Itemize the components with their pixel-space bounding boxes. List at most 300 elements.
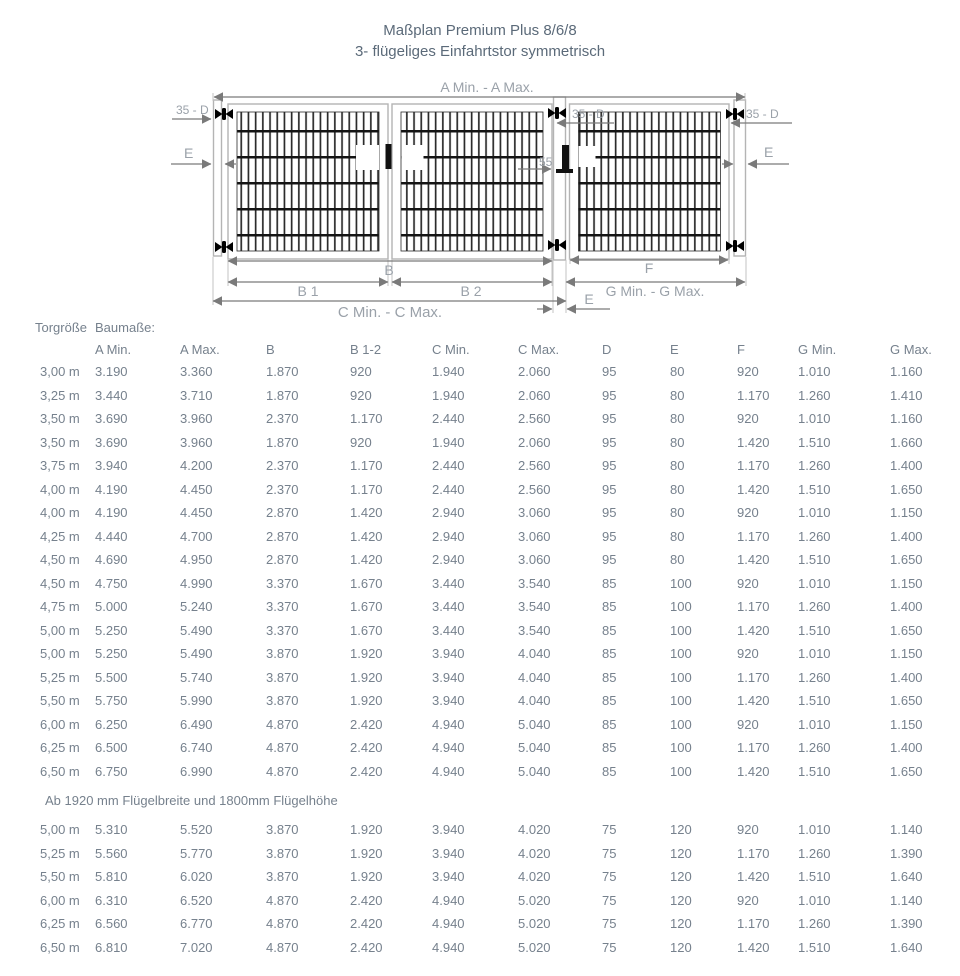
table-cell: 120 bbox=[670, 869, 692, 885]
table-cell: 80 bbox=[670, 364, 685, 380]
table-cell: 2.560 bbox=[518, 458, 551, 474]
table-cell: 4.020 bbox=[518, 845, 551, 861]
table-cell: 100 bbox=[670, 740, 692, 756]
table-cell: 920 bbox=[350, 434, 372, 450]
table-row bbox=[35, 760, 960, 784]
column-header: C Max. bbox=[518, 341, 560, 357]
table-cell: 100 bbox=[670, 646, 692, 662]
table-cell: 3.940 bbox=[432, 822, 465, 838]
table-cell: 85 bbox=[602, 763, 617, 779]
table-cell: 1.670 bbox=[350, 575, 383, 591]
dimension-table-large-wings bbox=[35, 818, 960, 959]
table-cell: 5.490 bbox=[180, 646, 213, 662]
table-cell: 3.370 bbox=[266, 622, 299, 638]
table-cell: 4.450 bbox=[180, 481, 213, 497]
table-cell: 6.310 bbox=[95, 892, 128, 908]
table-cell: 2.420 bbox=[350, 763, 383, 779]
table-cell: 80 bbox=[670, 552, 685, 568]
table-cell: 85 bbox=[602, 716, 617, 732]
table-cell: 920 bbox=[737, 364, 759, 380]
table-cell: 6.810 bbox=[95, 939, 128, 955]
dim-label-e-right: E bbox=[764, 144, 774, 160]
dim-label-f: F bbox=[644, 260, 654, 276]
table-cell: 1.160 bbox=[890, 411, 923, 427]
table-cell: 5,50 m bbox=[40, 693, 80, 709]
dim-label-e-mid: E bbox=[584, 291, 594, 307]
table-cell: 1.170 bbox=[350, 481, 383, 497]
table-cell: 1.140 bbox=[890, 892, 923, 908]
table-row bbox=[35, 842, 960, 866]
table-cell: 1.670 bbox=[350, 599, 383, 615]
table-cell: 2.940 bbox=[432, 505, 465, 521]
table-cell: 2.560 bbox=[518, 481, 551, 497]
table-cell: 3.870 bbox=[266, 869, 299, 885]
table-column-header-row bbox=[35, 338, 960, 360]
table-row bbox=[35, 501, 960, 525]
table-cell: 1.410 bbox=[890, 387, 923, 403]
table-cell: 95 bbox=[602, 505, 617, 521]
table-row bbox=[35, 912, 960, 936]
column-header: D bbox=[602, 341, 612, 357]
table-cell: 100 bbox=[670, 716, 692, 732]
table-cell: 3.940 bbox=[432, 669, 465, 685]
dim-label-c-span: C Min. - C Max. bbox=[337, 304, 443, 321]
table-cell: 1.010 bbox=[798, 646, 831, 662]
table-cell: 4.700 bbox=[180, 528, 213, 544]
post-latch bbox=[562, 145, 569, 170]
table-cell: 120 bbox=[670, 822, 692, 838]
table-cell: 1.920 bbox=[350, 869, 383, 885]
table-cell: 5.250 bbox=[95, 622, 128, 638]
table-cell: 100 bbox=[670, 575, 692, 591]
table-cell: 5.740 bbox=[180, 669, 213, 685]
table-cell: 3,00 m bbox=[40, 364, 80, 380]
table-row bbox=[35, 548, 960, 572]
table-cell: 1.400 bbox=[890, 599, 923, 615]
table-cell: 920 bbox=[737, 892, 759, 908]
table-cell: 2.420 bbox=[350, 716, 383, 732]
table-cell: 2.440 bbox=[432, 481, 465, 497]
dim-label-b: B bbox=[384, 262, 394, 278]
table-cell: 3.940 bbox=[432, 693, 465, 709]
table-cell: 2.060 bbox=[518, 434, 551, 450]
table-cell: 95 bbox=[602, 411, 617, 427]
table-cell: 4,50 m bbox=[40, 552, 80, 568]
table-cell: 6.990 bbox=[180, 763, 213, 779]
table-cell: 3.060 bbox=[518, 552, 551, 568]
table-cell: 4.020 bbox=[518, 822, 551, 838]
table-cell: 5.020 bbox=[518, 892, 551, 908]
table-cell: 920 bbox=[737, 411, 759, 427]
column-header-empty bbox=[35, 338, 95, 360]
table-cell: 1.400 bbox=[890, 458, 923, 474]
table-cell: 1.650 bbox=[890, 763, 923, 779]
table-cell: 80 bbox=[670, 434, 685, 450]
table-cell: 5,00 m bbox=[40, 646, 80, 662]
dimension-table-main bbox=[35, 316, 960, 783]
wing-1-mesh bbox=[237, 112, 379, 251]
table-cell: 4,25 m bbox=[40, 528, 80, 544]
table-cell: 1.640 bbox=[890, 869, 923, 885]
table-cell: 3.360 bbox=[180, 364, 213, 380]
table-cell: 1.420 bbox=[737, 622, 770, 638]
table-cell: 1.400 bbox=[890, 669, 923, 685]
table-cell: 1.170 bbox=[737, 669, 770, 685]
table-cell: 1.260 bbox=[798, 845, 831, 861]
wing-3-mesh bbox=[579, 112, 721, 251]
wing-mesh bbox=[237, 112, 721, 251]
table-cell: 75 bbox=[602, 869, 617, 885]
table-cell: 920 bbox=[350, 364, 372, 380]
table-cell: 100 bbox=[670, 763, 692, 779]
table-cell: 4.040 bbox=[518, 693, 551, 709]
table-cell: 1.920 bbox=[350, 693, 383, 709]
table-cell: 1.420 bbox=[737, 481, 770, 497]
table-row bbox=[35, 454, 960, 478]
table-cell: 5.020 bbox=[518, 939, 551, 955]
table-cell: 3,25 m bbox=[40, 387, 80, 403]
table-cell: 5,00 m bbox=[40, 622, 80, 638]
table-cell: 4.690 bbox=[95, 552, 128, 568]
table-cell: 2.870 bbox=[266, 528, 299, 544]
table-cell: 2.060 bbox=[518, 364, 551, 380]
title-line-1: Maßplan Premium Plus 8/6/8 bbox=[383, 22, 577, 39]
table-cell: 75 bbox=[602, 822, 617, 838]
table-cell: 1.510 bbox=[798, 622, 831, 638]
table-cell: 4,00 m bbox=[40, 505, 80, 521]
table-cell: 3.690 bbox=[95, 434, 128, 450]
table-cell: 6.490 bbox=[180, 716, 213, 732]
table-cell: 85 bbox=[602, 669, 617, 685]
table-cell: 5.560 bbox=[95, 845, 128, 861]
table-cell: 1.170 bbox=[350, 411, 383, 427]
table-cell: 1.160 bbox=[890, 364, 923, 380]
header-torgroesse: Torgröße bbox=[35, 319, 88, 335]
table-cell: 4.440 bbox=[95, 528, 128, 544]
table-cell: 120 bbox=[670, 939, 692, 955]
table-cell: 5.240 bbox=[180, 599, 213, 615]
table-cell: 95 bbox=[602, 434, 617, 450]
table-cell: 95 bbox=[602, 528, 617, 544]
table-cell: 1.170 bbox=[350, 458, 383, 474]
table-cell: 3.960 bbox=[180, 434, 213, 450]
table-cell: 3.370 bbox=[266, 575, 299, 591]
table-row bbox=[35, 360, 960, 384]
wing-2-mesh bbox=[401, 112, 543, 251]
table-cell: 3.940 bbox=[95, 458, 128, 474]
table-cell: 3,50 m bbox=[40, 434, 80, 450]
table-cell: 4.940 bbox=[432, 892, 465, 908]
table-cell: 6.500 bbox=[95, 740, 128, 756]
table-cell: 1.010 bbox=[798, 411, 831, 427]
table-cell: 3.060 bbox=[518, 505, 551, 521]
table-cell: 1.920 bbox=[350, 822, 383, 838]
hinge-icon bbox=[548, 107, 566, 119]
table-row bbox=[35, 736, 960, 760]
table-cell: 1.420 bbox=[737, 939, 770, 955]
table-cell: 1.650 bbox=[890, 622, 923, 638]
table-cell: 2.420 bbox=[350, 892, 383, 908]
table-cell: 1.010 bbox=[798, 716, 831, 732]
table-cell: 80 bbox=[670, 528, 685, 544]
table-cell: 4.190 bbox=[95, 481, 128, 497]
table-note: Ab 1920 mm Flügelbreite und 1800mm Flügelhöhe bbox=[45, 793, 338, 808]
table-cell: 75 bbox=[602, 916, 617, 932]
table-cell: 2.440 bbox=[432, 458, 465, 474]
table-cell: 4.940 bbox=[432, 740, 465, 756]
table-cell: 1.150 bbox=[890, 575, 923, 591]
table-row bbox=[35, 431, 960, 455]
table-cell: 1.170 bbox=[737, 916, 770, 932]
table-cell: 1.420 bbox=[737, 693, 770, 709]
table-cell: 3.870 bbox=[266, 646, 299, 662]
dim-label-hinge-mid: 35 - D bbox=[572, 107, 605, 121]
table-cell: 1.510 bbox=[798, 552, 831, 568]
table-cell: 1.870 bbox=[266, 364, 299, 380]
table-cell: 1.150 bbox=[890, 716, 923, 732]
table-cell: 2.940 bbox=[432, 552, 465, 568]
table-cell: 1.420 bbox=[737, 552, 770, 568]
table-cell: 1.390 bbox=[890, 845, 923, 861]
table-cell: 1.870 bbox=[266, 434, 299, 450]
table-cell: 3.940 bbox=[432, 845, 465, 861]
table-cell: 5,25 m bbox=[40, 845, 80, 861]
table-cell: 1.920 bbox=[350, 845, 383, 861]
table-cell: 1.510 bbox=[798, 939, 831, 955]
table-cell: 3.440 bbox=[432, 575, 465, 591]
table-cell: 4,75 m bbox=[40, 599, 80, 615]
table-cell: 1.420 bbox=[350, 505, 383, 521]
hinge-icon bbox=[215, 108, 233, 120]
latch-foot bbox=[556, 169, 573, 173]
table-cell: 1.510 bbox=[798, 763, 831, 779]
table-cell: 5.750 bbox=[95, 693, 128, 709]
column-header: B bbox=[266, 341, 275, 357]
table-cell: 5.000 bbox=[95, 599, 128, 615]
table-cell: 1.260 bbox=[798, 669, 831, 685]
table-cell: 4.040 bbox=[518, 669, 551, 685]
table-cell: 1.170 bbox=[737, 458, 770, 474]
gate-technical-drawing bbox=[0, 0, 960, 330]
table-cell: 4.870 bbox=[266, 892, 299, 908]
table-cell: 100 bbox=[670, 622, 692, 638]
table-cell: 3.440 bbox=[432, 622, 465, 638]
table-cell: 1.010 bbox=[798, 822, 831, 838]
table-cell: 1.260 bbox=[798, 599, 831, 615]
table-row bbox=[35, 595, 960, 619]
table-cell: 3.540 bbox=[518, 575, 551, 591]
column-header: B 1-2 bbox=[350, 341, 382, 357]
table-cell: 4.940 bbox=[432, 939, 465, 955]
table-cell: 920 bbox=[350, 387, 372, 403]
table-cell: 1.420 bbox=[350, 528, 383, 544]
table-cell: 1.940 bbox=[432, 364, 465, 380]
table-cell: 1.170 bbox=[737, 599, 770, 615]
table-cell: 3.940 bbox=[432, 869, 465, 885]
table-cell: 1.170 bbox=[737, 387, 770, 403]
table-cell: 2.940 bbox=[432, 528, 465, 544]
table-cell: 4.200 bbox=[180, 458, 213, 474]
table-cell: 4.870 bbox=[266, 740, 299, 756]
table-cell: 5.020 bbox=[518, 916, 551, 932]
table-cell: 1.650 bbox=[890, 693, 923, 709]
table-cell: 2.420 bbox=[350, 916, 383, 932]
table-cell: 75 bbox=[602, 845, 617, 861]
hinge-icon bbox=[215, 241, 233, 253]
table-row bbox=[35, 384, 960, 408]
column-header: A Min. bbox=[95, 341, 132, 357]
table-cell: 2.440 bbox=[432, 411, 465, 427]
column-header: G Max. bbox=[890, 341, 932, 357]
table-row bbox=[35, 619, 960, 643]
table-cell: 80 bbox=[670, 458, 685, 474]
table-cell: 1.260 bbox=[798, 458, 831, 474]
table-cell: 1.170 bbox=[737, 740, 770, 756]
column-header: F bbox=[737, 341, 745, 357]
table-cell: 120 bbox=[670, 845, 692, 861]
table-cell: 1.400 bbox=[890, 528, 923, 544]
table-cell: 1.510 bbox=[798, 693, 831, 709]
table-cell: 1.260 bbox=[798, 916, 831, 932]
table-cell: 100 bbox=[670, 693, 692, 709]
table-row bbox=[35, 478, 960, 502]
table-cell: 3.440 bbox=[432, 599, 465, 615]
table-cell: 6,25 m bbox=[40, 916, 80, 932]
table-cell: 5,00 m bbox=[40, 822, 80, 838]
table-cell: 1.420 bbox=[350, 552, 383, 568]
table-cell: 4.750 bbox=[95, 575, 128, 591]
table-cell: 5,25 m bbox=[40, 669, 80, 685]
table-cell: 3.540 bbox=[518, 622, 551, 638]
table-cell: 1.640 bbox=[890, 939, 923, 955]
table-cell: 75 bbox=[602, 939, 617, 955]
table-cell: 80 bbox=[670, 505, 685, 521]
table-row bbox=[35, 642, 960, 666]
hinge-icon bbox=[548, 239, 566, 251]
table-cell: 1.140 bbox=[890, 822, 923, 838]
table-cell: 3.870 bbox=[266, 693, 299, 709]
table-cell: 1.650 bbox=[890, 481, 923, 497]
table-cell: 1.170 bbox=[737, 845, 770, 861]
dim-label-a-span: A Min. - A Max. bbox=[440, 79, 534, 95]
table-cell: 4.190 bbox=[95, 505, 128, 521]
table-cell: 920 bbox=[737, 716, 759, 732]
table-cell: 100 bbox=[670, 669, 692, 685]
table-row bbox=[35, 666, 960, 690]
table-cell: 5.810 bbox=[95, 869, 128, 885]
table-cell: 3.060 bbox=[518, 528, 551, 544]
table-cell: 3.940 bbox=[432, 646, 465, 662]
table-cell: 6.020 bbox=[180, 869, 213, 885]
table-row bbox=[35, 689, 960, 713]
table-cell: 5.520 bbox=[180, 822, 213, 838]
dim-label-hinge-left: 35 - D bbox=[176, 103, 209, 117]
table-cell: 1.260 bbox=[798, 740, 831, 756]
header-baumasse: Baumaße: bbox=[95, 319, 155, 335]
table-cell: 4.870 bbox=[266, 716, 299, 732]
table-cell: 1.260 bbox=[798, 387, 831, 403]
table-cell: 920 bbox=[737, 822, 759, 838]
table-cell: 6.770 bbox=[180, 916, 213, 932]
table-cell: 1.660 bbox=[890, 434, 923, 450]
table-cell: 4,00 m bbox=[40, 481, 80, 497]
table-cell: 4.040 bbox=[518, 646, 551, 662]
table-cell: 5.500 bbox=[95, 669, 128, 685]
table-cell: 85 bbox=[602, 599, 617, 615]
table-cell: 6,00 m bbox=[40, 716, 80, 732]
table-cell: 6,50 m bbox=[40, 939, 80, 955]
table-cell: 1.400 bbox=[890, 740, 923, 756]
table-cell: 2.420 bbox=[350, 939, 383, 955]
table-cell: 1.170 bbox=[737, 528, 770, 544]
dim-label-e-left: E bbox=[184, 145, 194, 161]
table-cell: 6.250 bbox=[95, 716, 128, 732]
table-cell: 6,50 m bbox=[40, 763, 80, 779]
table-row bbox=[35, 713, 960, 737]
table-row bbox=[35, 865, 960, 889]
table-cell: 1.940 bbox=[432, 434, 465, 450]
table-cell: 6.740 bbox=[180, 740, 213, 756]
table-cell: 5.770 bbox=[180, 845, 213, 861]
table-cell: 4,50 m bbox=[40, 575, 80, 591]
dim-label-g-span: G Min. - G Max. bbox=[605, 283, 705, 299]
title-line-2: 3- flügeliges Einfahrtstor symmetrisch bbox=[354, 43, 606, 60]
table-cell: 2.560 bbox=[518, 411, 551, 427]
table-cell: 2.370 bbox=[266, 458, 299, 474]
column-header: C Min. bbox=[432, 341, 470, 357]
table-cell: 7.020 bbox=[180, 939, 213, 955]
table-cell: 100 bbox=[670, 599, 692, 615]
table-cell: 95 bbox=[602, 458, 617, 474]
table-cell: 85 bbox=[602, 740, 617, 756]
table-cell: 1.920 bbox=[350, 646, 383, 662]
table-cell: 1.650 bbox=[890, 552, 923, 568]
middle-post bbox=[554, 97, 566, 260]
table-cell: 95 bbox=[602, 552, 617, 568]
table-cell: 4.870 bbox=[266, 763, 299, 779]
table-cell: 4.940 bbox=[432, 916, 465, 932]
table-cell: 1.260 bbox=[798, 528, 831, 544]
table-cell: 5.990 bbox=[180, 693, 213, 709]
table-cell: 3.540 bbox=[518, 599, 551, 615]
table-cell: 4.020 bbox=[518, 869, 551, 885]
table-cell: 3.190 bbox=[95, 364, 128, 380]
table-cell: 4.990 bbox=[180, 575, 213, 591]
table-cell: 920 bbox=[737, 575, 759, 591]
table-cell: 5,50 m bbox=[40, 869, 80, 885]
table-row bbox=[35, 572, 960, 596]
table-cell: 3,75 m bbox=[40, 458, 80, 474]
table-cell: 920 bbox=[737, 505, 759, 521]
table-cell: 1.420 bbox=[737, 869, 770, 885]
table-cell: 1.010 bbox=[798, 575, 831, 591]
table-cell: 3.870 bbox=[266, 845, 299, 861]
dimension-tables bbox=[35, 316, 960, 959]
table-row bbox=[35, 818, 960, 842]
center-latch bbox=[386, 144, 392, 169]
table-cell: 85 bbox=[602, 575, 617, 591]
table-row bbox=[35, 936, 960, 960]
table-cell: 4.950 bbox=[180, 552, 213, 568]
table-cell: 3.370 bbox=[266, 599, 299, 615]
dim-label-55: 55 bbox=[539, 155, 553, 169]
table-row bbox=[35, 889, 960, 913]
table-cell: 1.420 bbox=[737, 763, 770, 779]
table-cell: 1.670 bbox=[350, 622, 383, 638]
table-cell: 6,00 m bbox=[40, 892, 80, 908]
column-header: A Max. bbox=[180, 341, 220, 357]
table-cell: 4.940 bbox=[432, 716, 465, 732]
